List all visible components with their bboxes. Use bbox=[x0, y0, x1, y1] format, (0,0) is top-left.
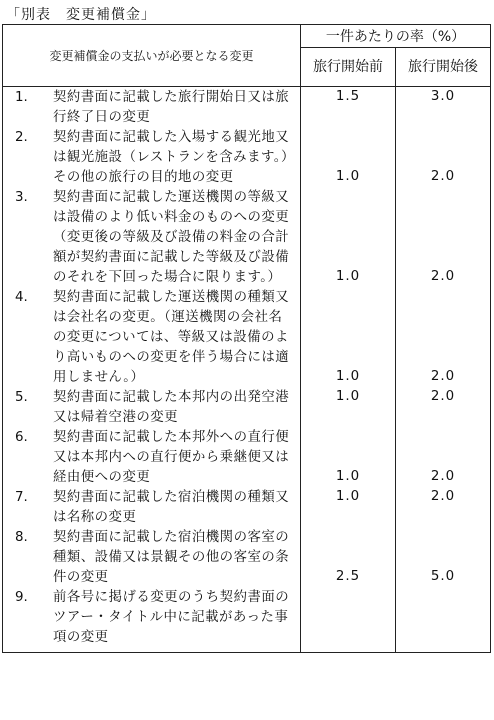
item-number: 2. bbox=[15, 130, 28, 145]
change-item bbox=[3, 388, 300, 428]
compensation-table bbox=[2, 24, 491, 653]
change-items-list bbox=[3, 88, 300, 648]
before-start-rate: 1.0 bbox=[335, 169, 361, 184]
item-number: 1. bbox=[15, 90, 28, 105]
change-item bbox=[3, 488, 300, 528]
after-start-rate: 2.0 bbox=[430, 389, 456, 404]
item-text: 契約書面に記載した宿泊機関の客室の種類、設備又は景観その他の客室の条件の変更 bbox=[53, 530, 290, 585]
before-start-rate: 1.0 bbox=[335, 369, 361, 384]
after-start-header: 旅行開始後 bbox=[396, 48, 491, 87]
change-item bbox=[3, 88, 300, 128]
change-item bbox=[3, 188, 300, 288]
after-start-rate: 2.0 bbox=[430, 169, 456, 184]
item-text: 契約書面に記載した本邦外への直行便又は本邦内への直行便から乗継便又は経由便への変更 bbox=[53, 430, 290, 485]
after-start-rate: 3.0 bbox=[430, 89, 456, 104]
before-start-rate: 2.5 bbox=[335, 569, 361, 584]
after-values-cell bbox=[396, 87, 491, 653]
change-item bbox=[3, 528, 300, 588]
item-text: 前各号に掲げる変更のうち契約書面のツアー・タイトル中に記載があった事項の変更 bbox=[53, 590, 290, 645]
item-text: 契約書面に記載した本邦内の出発空港又は帰着空港の変更 bbox=[53, 390, 290, 425]
item-text: 契約書面に記載した運送機関の種類又は会社名の変更。（運送機関の会社名の変更については、等級又は設備のより高いものへの変更を伴う場合には適用しません。） bbox=[53, 290, 290, 385]
change-item bbox=[3, 128, 300, 188]
change-column-header: 変更補償金の支払いが必要となる変更 bbox=[3, 25, 301, 87]
items-cell bbox=[3, 87, 301, 653]
before-start-rate: 1.0 bbox=[335, 469, 361, 484]
item-text: 契約書面に記載した運送機関の等級又は設備のより低い料金のものへの変更（変更後の等級及び設備の料金の合計額が契約書面に記載した等級及び設備のそれを下回った場合に限ります。） bbox=[53, 190, 290, 285]
after-start-rate: 2.0 bbox=[430, 469, 456, 484]
rate-column-header: 一件あたりの率（%） bbox=[301, 25, 491, 48]
before-start-rate: 1.0 bbox=[335, 269, 361, 284]
after-start-rate: 2.0 bbox=[430, 489, 456, 504]
item-number: 7. bbox=[15, 490, 28, 505]
after-start-rate: 2.0 bbox=[430, 269, 456, 284]
item-number: 4. bbox=[15, 290, 28, 305]
item-number: 9. bbox=[15, 590, 28, 605]
item-text: 契約書面に記載した旅行開始日又は旅行終了日の変更 bbox=[53, 90, 290, 125]
item-text: 契約書面に記載した宿泊機関の種類又は名称の変更 bbox=[53, 490, 290, 525]
item-number: 3. bbox=[15, 190, 28, 205]
before-start-rate: 1.5 bbox=[335, 89, 361, 104]
before-start-header: 旅行開始前 bbox=[301, 48, 396, 87]
item-number: 8. bbox=[15, 530, 28, 545]
item-number: 5. bbox=[15, 390, 28, 405]
change-item bbox=[3, 588, 300, 648]
item-text: 契約書面に記載した入場する観光地又は観光施設（レストランを含みます。）その他の旅行の目的地の変更 bbox=[53, 130, 295, 185]
before-start-rate: 1.0 bbox=[335, 489, 361, 504]
after-start-rate: 2.0 bbox=[430, 369, 456, 384]
before-start-rate: 1.0 bbox=[335, 389, 361, 404]
change-item bbox=[3, 288, 300, 388]
after-start-rate: 5.0 bbox=[430, 569, 456, 584]
change-item bbox=[3, 428, 300, 488]
item-number: 6. bbox=[15, 430, 28, 445]
before-values-cell bbox=[301, 87, 396, 653]
document-title: 「別表 変更補償金」 bbox=[6, 7, 156, 23]
